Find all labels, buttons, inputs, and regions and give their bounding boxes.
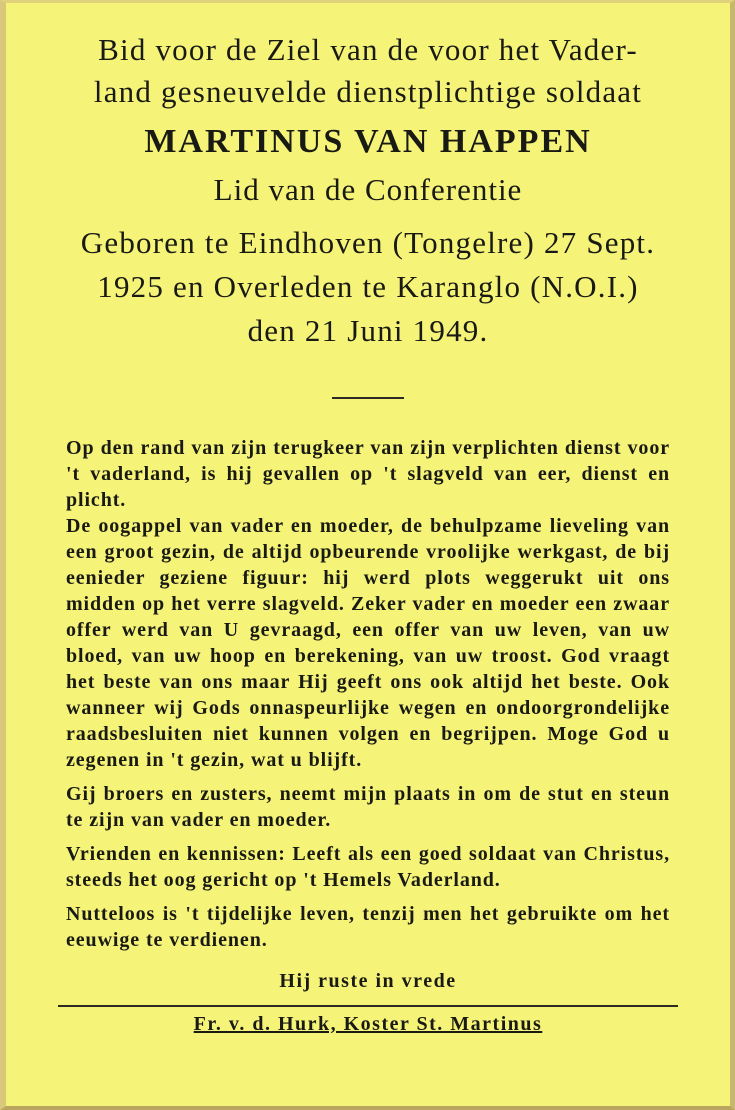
membership-line: Lid van de Conferentie	[213, 172, 523, 207]
birth-line-1: Geboren te Eindhoven (Tongelre) 27 Sept.	[80, 225, 656, 260]
card-body	[6, 435, 730, 953]
birth-line-2: 1925 en Overleden te Karanglo (N.O.I.)	[97, 269, 639, 304]
card-header	[6, 3, 730, 353]
paragraph-3: Gij broers en zusters, neemt mijn plaats in om de stut en steun te zijn van vader en moeder.	[66, 783, 670, 831]
death-date-line: den 21 Juni 1949.	[247, 313, 489, 348]
prayer-line-2: land gesneuvelde dienstplichtige soldaat	[93, 74, 643, 109]
paragraph-5: Nutteloos is 't tijdelijke leven, tenzij men het gebruikte om het eeuwige te verdienen.	[66, 903, 670, 951]
prayer-line-1: Bid voor de Ziel van de voor het Vader-	[98, 32, 638, 67]
divider	[332, 397, 404, 399]
deceased-name: MARTINUS VAN HAPPEN	[144, 123, 592, 160]
footer-divider	[58, 1005, 678, 1007]
paragraph-2: De oogappel van vader en moeder, de behulpzame lieveling van een groot gezin, de altijd opbeurende vroolijke werkgast, de bij eenieder geziene figuur: hij werd plots weggerukt uit ons midden op het verre slagveld. Zeker vader en moeder een zwaar offer werd van U gevraagd, een offer van uw leven, van uw bloed, van uw hoop en berekening, van uw troost. God vraagt het beste van ons maar Hij geeft ons ook altijd het beste. Ook wanneer wij Gods onnaspeurlijke wegen en ondoorgrondelijke raadsbesluiten niet kunnen volgen en begrijpen. Moge God u zegenen in 't gezin, wat u blijft.	[66, 515, 670, 771]
paragraph-4: Vrienden en kennissen: Leeft als een goed soldaat van Christus, steeds het oog gericht op 't Hemels Vaderland.	[66, 843, 670, 891]
paragraph-1: Op den rand van zijn terugkeer van zijn verplichten dienst voor 't vaderland, is hij gevallen op 't slagveld van eer, dienst en plicht.	[66, 437, 670, 511]
printer-credit: Fr. v. d. Hurk, Koster St. Martinus	[193, 1013, 543, 1035]
closing-line: Hij ruste in vrede	[279, 970, 457, 992]
